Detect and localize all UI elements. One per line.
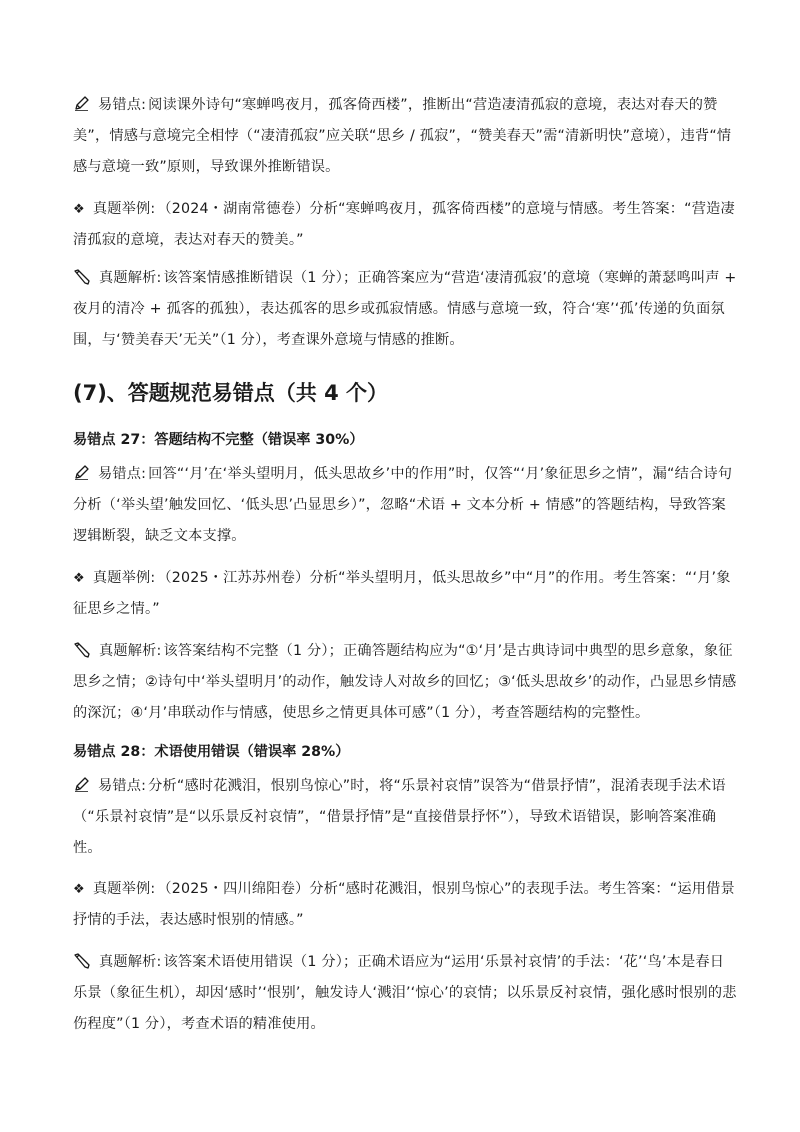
- section-title: (7)、答题规范易错点（共 4 个）: [73, 381, 389, 405]
- error-point-28-heading: 易错点 28：术语使用错误（错误率 28%）: [73, 744, 350, 760]
- ruler-pencil-icon: [73, 952, 91, 969]
- analysis-text: 该答案术语使用错误（1 分）；正确术语应为“运用‘乐景衬哀情’的手法：‘花’‘鸟’本是春日乐景（象征生机），却因‘感时’‘恨别’，触发诗人‘溅泪’‘惊心’的哀情；以乐景反衬哀情，强化感时恨别的悲伤程度”（1 分），考查术语的精准使用。: [73, 954, 737, 1032]
- error-point-paragraph: [73, 459, 738, 552]
- example-label: 真题举例:: [92, 201, 156, 217]
- diamond-icon: ❖: [73, 882, 85, 897]
- exam-example-paragraph: [73, 874, 738, 936]
- example-text: （2025・四川绵阳卷）分析“感时花溅泪，恨别鸟惊心”的表现手法。考生答案：“运用借景抒情的手法，表达感时恨别的情感。”: [73, 881, 735, 928]
- exam-analysis-paragraph: [73, 947, 738, 1040]
- exam-example-paragraph: [73, 563, 738, 625]
- analysis-label: 真题解析:: [99, 270, 162, 286]
- error-point-27-heading: 易错点 27：答题结构不完整（错误率 30%）: [73, 432, 364, 448]
- diamond-icon: ❖: [73, 202, 85, 217]
- analysis-label: 真题解析:: [99, 643, 162, 659]
- error-text: 回答“‘月’在‘举头望明月，低头思故乡’中的作用”时，仅答“‘月’象征思乡之情”，漏“结合诗句分析（‘举头望’触发回忆、‘低头思’凸显思乡）”，忽略“术语 + 文本分析 + 情感”的答题结构，导致答案逻辑断裂，缺乏文本支撑。: [73, 466, 733, 544]
- exam-example-paragraph: [73, 194, 738, 256]
- error-label: 易错点:: [98, 778, 147, 794]
- analysis-text: 该答案情感推断错误（1 分）；正确答案应为“营造‘凄清孤寂’的意境（寒蝉的萧瑟鸣叫声 + 夜月的清冷 + 孤客的孤独），表达孤客的思乡或孤寂情感。情感与意境一致，符合‘寒’‘孤’传递的负面氛围，与‘赞美春天’无关”（1 分），考查课外意境与情感的推断。: [73, 270, 737, 348]
- analysis-text: 该答案结构不完整（1 分）；正确答题结构应为“①‘月’是古典诗词中典型的思乡意象，象征思乡之情；②诗句中‘举头望明月’的动作，触发诗人对故乡的回忆；③‘低头思故乡’的动作，凸显思乡情感的深沉；④‘月’串联动作与情感，使思乡之情更具体可感”（1 分），考查答题结构的完整性。: [73, 643, 737, 721]
- error-point-paragraph: [73, 90, 738, 183]
- exam-analysis-paragraph: [73, 263, 738, 356]
- pencil-icon: [73, 776, 90, 793]
- ruler-pencil-icon: [73, 268, 91, 285]
- diamond-icon: ❖: [73, 571, 85, 586]
- error-text: 分析“感时花溅泪，恨别鸟惊心”时，将“乐景衬哀情”误答为“借景抒情”，混淆表现手法术语（“乐景衬哀情”是“以乐景反衬哀情”，“借景抒情”是“直接借景抒怀”），导致术语错误，影响答案准确性。: [73, 778, 726, 856]
- example-label: 真题举例:: [92, 881, 156, 897]
- exam-analysis-paragraph: [73, 636, 738, 729]
- pencil-icon: [73, 95, 90, 112]
- pencil-icon: [73, 464, 90, 481]
- example-text: （2024・湖南常德卷）分析“寒蝉鸣夜月，孤客倚西楼”的意境与情感。考生答案：“营造凄清孤寂的意境，表达对春天的赞美。”: [73, 201, 735, 248]
- error-text: 阅读课外诗句“寒蝉鸣夜月，孤客倚西楼”，推断出“营造凄清孤寂的意境，表达对春天的赞美”，情感与意境完全相悖（“凄清孤寂”应关联“思乡 / 孤寂”，“赞美春天”需“清新明快”意境），违背“情感与意境一致”原则，导致课外推断错误。: [73, 97, 732, 175]
- ruler-pencil-icon: [73, 641, 91, 658]
- example-text: （2025・江苏苏州卷）分析“举头望明月，低头思故乡”中“月”的作用。考生答案：“‘月’象征思乡之情。”: [73, 570, 731, 617]
- error-label: 易错点:: [98, 97, 147, 113]
- error-point-paragraph: [73, 771, 738, 864]
- analysis-label: 真题解析:: [99, 954, 162, 970]
- error-label: 易错点:: [98, 466, 147, 482]
- example-label: 真题举例:: [92, 570, 156, 586]
